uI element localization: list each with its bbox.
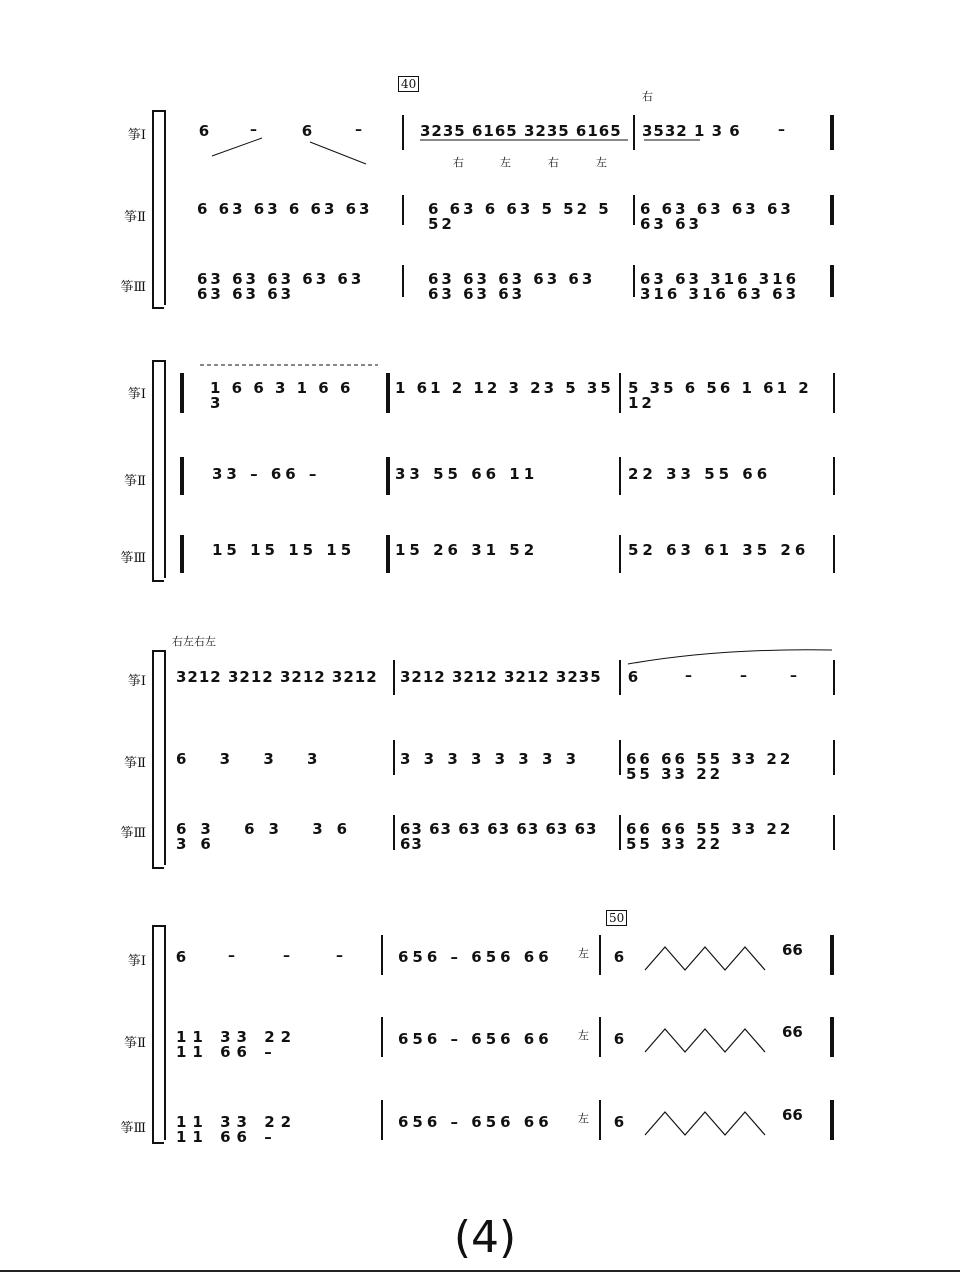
note-group: 63 63 63 63 63 63 63 63 <box>197 270 365 303</box>
page-number-value: 4 <box>471 1212 499 1263</box>
note-group: 63 63 63 63 63 63 63 63 <box>400 820 598 853</box>
note-group: 66 <box>782 1023 803 1041</box>
sustain-dash: – <box>740 668 747 684</box>
note-group: 11 33 22 11 66 – <box>176 1028 298 1061</box>
sustain-dash: – <box>685 668 692 684</box>
note-group: 3235 6165 3235 6165 <box>420 122 622 140</box>
tie-curve <box>0 630 960 870</box>
sustain-dash: – <box>790 668 797 684</box>
part-label: 筝Ⅱ <box>124 756 146 771</box>
note-group: 1 61 2 12 3 23 5 35 <box>395 379 614 397</box>
note-group: 11 33 22 11 66 – <box>176 1113 298 1146</box>
annotation: 右 <box>642 90 653 103</box>
sustain-dash: – <box>778 122 785 138</box>
annotation: 左 <box>578 1112 589 1125</box>
note-group: 15 15 15 15 <box>212 541 356 559</box>
note-group: 22 33 55 66 <box>628 465 772 483</box>
rehearsal-mark: 40 <box>398 76 419 92</box>
note-group: 3 3 3 3 3 3 3 3 <box>400 750 581 768</box>
note-group: 63 63 36 36 <box>176 820 362 853</box>
sustain-dash: – <box>336 948 343 964</box>
page-number <box>410 1212 560 1263</box>
annotation: 左 <box>596 156 607 169</box>
annotation: 右左右左 <box>172 635 216 648</box>
note: 6 <box>198 122 210 140</box>
annotation: 右 <box>548 156 559 169</box>
note-group: 1 6 6 3 1 6 6 3 <box>210 379 354 412</box>
note-group: 6 63 63 63 63 63 63 <box>640 200 794 233</box>
note: 6 <box>613 1030 625 1048</box>
annotation: 左 <box>500 156 511 169</box>
sustain-dash: – <box>250 122 257 138</box>
arrows <box>0 90 960 330</box>
note-group: 5 35 6 56 1 61 2 12 <box>628 379 812 412</box>
note-group: 66 66 55 33 22 55 33 22 <box>626 820 794 853</box>
sustain-dash: – <box>283 948 290 964</box>
note: 6 <box>613 948 625 966</box>
note-group: 66 <box>782 1106 803 1124</box>
part-label: 筝Ⅰ <box>127 387 146 402</box>
bottom-rule <box>0 1270 960 1272</box>
note-group: 6 63 63 6 63 63 <box>197 200 373 218</box>
note: 6 <box>627 668 639 686</box>
part-label: 筝Ⅲ <box>120 1121 146 1136</box>
note-group: 63 63 63 63 63 63 63 63 <box>428 270 596 303</box>
annotation: 左 <box>578 1029 589 1042</box>
paren-right: ) <box>499 1212 517 1263</box>
glissando-zigzag <box>0 905 960 1145</box>
paren-left: ( <box>453 1212 471 1263</box>
part-label: 筝Ⅰ <box>127 674 146 689</box>
dashed-line <box>0 355 960 595</box>
part-label: 筝Ⅰ <box>127 128 146 143</box>
note-group: 656 – 656 66 <box>398 1113 553 1131</box>
note-group: 656 – 656 66 <box>398 948 553 966</box>
note-group: 66 66 55 33 22 55 33 22 <box>626 750 794 783</box>
note: 6 <box>175 948 187 966</box>
note-group: 6 63 6 63 5 52 5 52 <box>428 200 612 233</box>
sustain-dash: – <box>355 122 362 138</box>
note-group: 66 <box>782 941 803 959</box>
note: 6 <box>613 1113 625 1131</box>
note-group: 33 – 66 – <box>212 465 321 483</box>
annotation: 右 <box>453 156 464 169</box>
note: 6 <box>301 122 313 140</box>
note-group: 33 55 66 11 <box>395 465 539 483</box>
note-group: 15 26 31 52 <box>395 541 539 559</box>
sustain-dash: – <box>228 948 235 964</box>
note-group: 3212 3212 3212 3235 <box>400 668 602 686</box>
note-group: 3532 1 3 6 <box>642 122 741 140</box>
part-label: 筝Ⅱ <box>124 210 146 225</box>
note-group: 656 – 656 66 <box>398 1030 553 1048</box>
part-label: 筝Ⅲ <box>120 551 146 566</box>
note-group: 6 3 3 3 <box>176 750 332 768</box>
part-label: 筝Ⅲ <box>120 280 146 295</box>
note-group: 52 63 61 35 26 <box>628 541 810 559</box>
annotation: 左 <box>578 947 589 960</box>
part-label: 筝Ⅱ <box>124 474 146 489</box>
part-label: 筝Ⅰ <box>127 954 146 969</box>
rehearsal-mark: 50 <box>606 910 627 926</box>
part-label: 筝Ⅱ <box>124 1036 146 1051</box>
note-group: 3212 3212 3212 3212 <box>176 668 378 686</box>
part-label: 筝Ⅲ <box>120 826 146 841</box>
note-group: 63 63 316 316 316 316 63 63 <box>640 270 800 303</box>
